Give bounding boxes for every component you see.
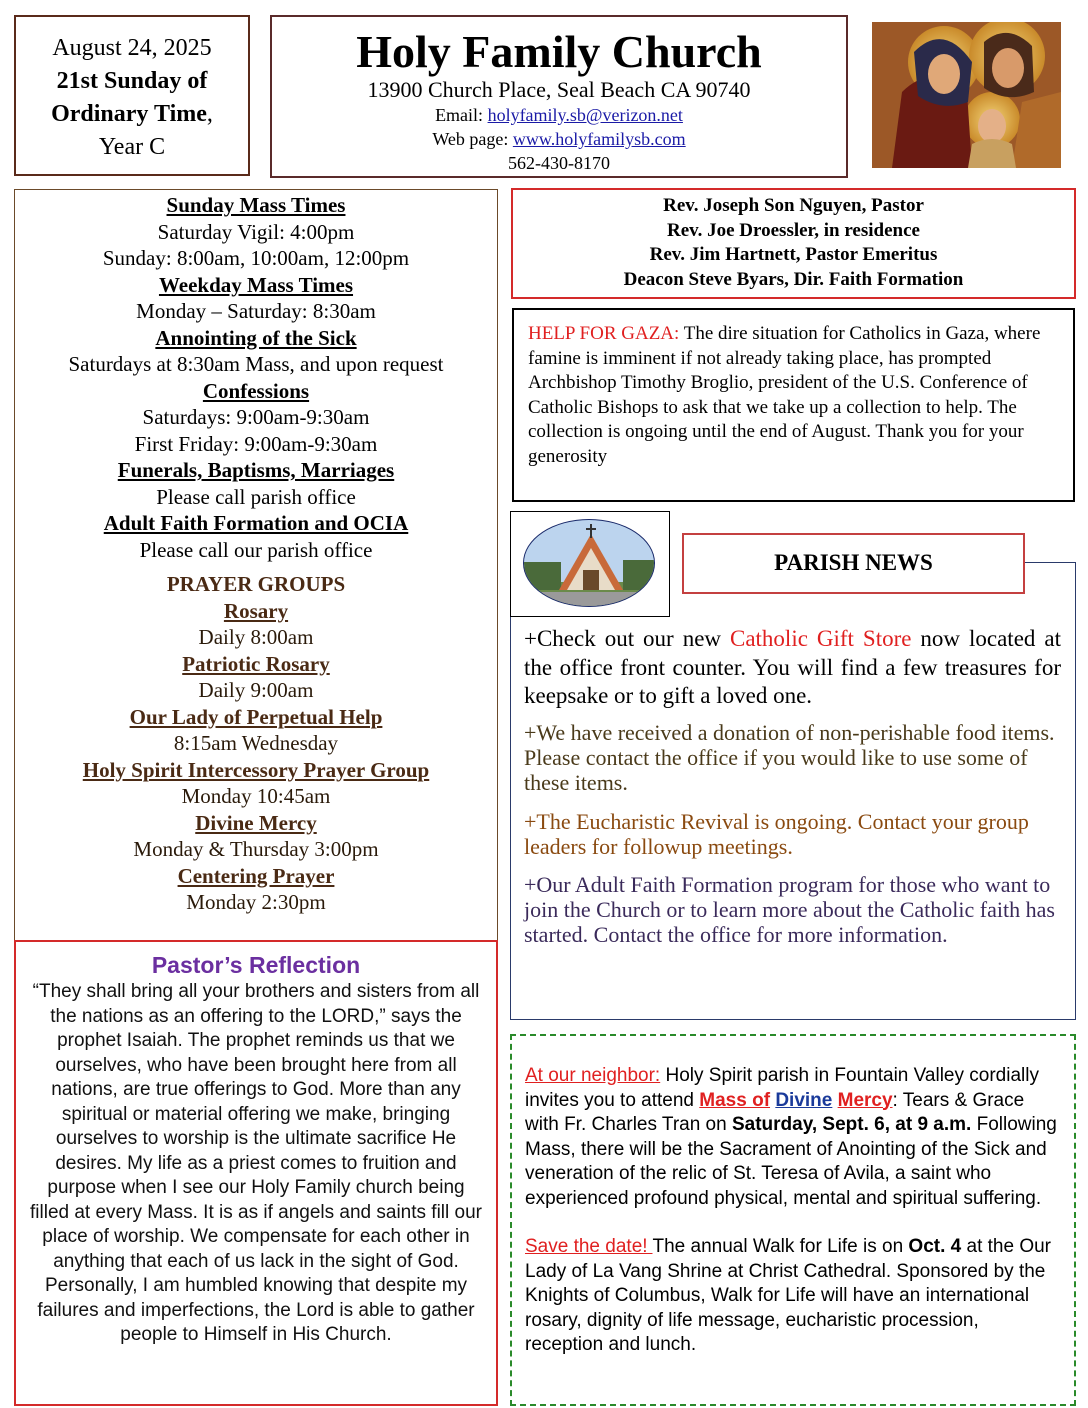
- weekday-mass-heading: Weekday Mass Times: [158, 272, 354, 297]
- mercy-text: Mercy: [837, 1089, 893, 1111]
- colon: :: [892, 1089, 898, 1111]
- confessions-heading: Confessions: [202, 378, 310, 403]
- prayer-group-time: Monday & Thursday 3:00pm: [133, 837, 379, 861]
- prayer-group-name: Centering Prayer: [177, 863, 335, 888]
- funerals-heading: Funerals, Baptisms, Marriages: [117, 458, 395, 482]
- prayer-group-name: Patriotic Rosary: [182, 651, 330, 676]
- news-item-eucharistic-revival: +The Eucharistic Revival is ongoing. Contact your group leaders for followup meetings.: [524, 809, 1029, 859]
- walk-text: at the Our Lady of La Vang Shrine at Christ Cathedral. Sponsored by the Knights of Columbus, Walk for Life will have an international rosary, dignity of life message, eucharistic procession, reception and lunch.: [525, 1236, 1052, 1355]
- email-link[interactable]: holyfamily.sb@verizon.net: [487, 105, 683, 125]
- gaza-label: HELP FOR GAZA:: [528, 323, 680, 344]
- prayer-group-time: Daily 8:00am: [198, 625, 314, 649]
- news-item-adult-faith: +Our Adult Faith Formation program for those who want to join the Church or to learn more about the Catholic faith has started. Contact the office for more information.: [524, 872, 1055, 947]
- holy-family-icon-image: [872, 22, 1061, 168]
- parish-news-title: PARISH NEWS: [682, 533, 1025, 594]
- walk-for-life: [525, 1235, 1062, 1358]
- adult-faith-heading: Adult Faith Formation and OCIA: [103, 511, 409, 535]
- funerals-info: Please call parish office: [156, 484, 356, 509]
- save-the-date-label: Save the date!: [525, 1236, 653, 1257]
- prayer-group-time: Monday 2:30pm: [186, 890, 326, 914]
- clergy-box: [511, 188, 1076, 299]
- sunday-title-line2: Ordinary Time: [51, 101, 207, 127]
- anointing-time: Saturdays at 8:30am Mass, and upon request: [68, 352, 444, 376]
- gaza-text: The dire situation for Catholics in Gaza, where famine is imminent if not already taking place, has prompted Archbishop Timothy Broglio, president of the U.S. Conference of Catholic Bishops to ask that we take up a collection to help. The collection is ongoing until the end of August. Thank you for your generosity: [528, 323, 1041, 467]
- news-item-gift-store: [524, 625, 1061, 711]
- sunday-mass-heading: Sunday Mass Times: [166, 193, 346, 217]
- news-text: now located at the office front counter. You will find a few treasures for keepsake or to gift a loved one.: [524, 626, 1061, 708]
- news-item-food-donation: +We have received a donation of non-perishable food items. Please contact the office if you would like to use some of these items.: [524, 720, 1055, 795]
- mass-of-text: Mass of: [699, 1089, 771, 1111]
- prayer-group-name: Our Lady of Perpetual Help: [129, 704, 383, 729]
- email-line: [272, 103, 846, 127]
- prayer-group-perpetual-help: [15, 704, 497, 757]
- web-line: [272, 127, 846, 151]
- church-building-photo: [511, 512, 668, 615]
- website-link[interactable]: www.holyfamilysb.com: [512, 129, 686, 149]
- prayer-group-time: 8:15am Wednesday: [173, 731, 339, 755]
- prayer-group-rosary: [15, 598, 497, 651]
- prayer-group-name: Divine Mercy: [195, 810, 317, 835]
- gift-store-highlight: Catholic Gift Store: [729, 626, 912, 651]
- phone-number: 562-430-8170: [508, 153, 610, 173]
- confessions-saturday: Saturdays: 9:00am-9:30am: [142, 405, 370, 429]
- neighbor-text: Holy Spirit parish in Fountain Valley cordially invites you to attend: [525, 1065, 1039, 1111]
- sunday-title-line1: 21st Sunday of: [56, 68, 208, 94]
- saturday-vigil-time: Saturday Vigil: 4:00pm: [157, 219, 355, 244]
- email-label: Email:: [435, 105, 488, 125]
- neighbor-events-box: [510, 1034, 1076, 1406]
- reflection-text: “They shall bring all your brothers and sisters from all the nations as an offering to the LORD,” says the prophet Isaiah. The prophet reminds us that we ourselves, who have been brought here from all nations, are true offerings to God. More than any spiritual or material offering we make, bringing ourselves to worship is the ultimate sacrifice He desires. My life as a priest comes to fruition and purpose when I see our Holy Family church being filled at every Mass. It is as if angels and saints fill our place of worship. We compensate for each other in anything that each of us lack in the sight of God. Personally, I am humbled knowing that despite my failures and imperfections, the Lord is able to gather people to Himself in His Church.: [30, 981, 482, 1345]
- pastor-reflection-box: [14, 940, 498, 1406]
- liturgical-year: Year C: [98, 134, 166, 160]
- church-header: [270, 15, 848, 178]
- reflection-title: Pastor’s Reflection: [151, 952, 361, 978]
- sunday-mass-time: Sunday: 8:00am, 10:00am, 12:00pm: [102, 246, 410, 270]
- anointing-heading: Annointing of the Sick: [155, 325, 357, 350]
- clergy-pastor-emeritus: Rev. Jim Hartnett, Pastor Emeritus: [649, 244, 938, 265]
- holy-family-painting: [872, 22, 1061, 168]
- church-photo-box: [510, 511, 670, 617]
- clergy-deacon: Deacon Steve Byars, Dir. Faith Formation: [623, 268, 964, 290]
- church-name: Holy Family Church: [356, 26, 762, 77]
- prayer-group-name: Holy Spirit Intercessory Prayer Group: [82, 757, 430, 782]
- prayer-group-holy-spirit: [15, 757, 497, 810]
- neighbor-label: At our neighbor:: [525, 1065, 661, 1086]
- neighbor-text: Tears & Grace with Fr. Charles Tran on: [525, 1089, 1025, 1135]
- web-label: Web page:: [432, 129, 513, 149]
- prayer-groups-title: PRAYER GROUPS: [166, 572, 346, 596]
- clergy-pastor: Rev. Joseph Son Nguyen, Pastor: [663, 195, 924, 216]
- news-text: +Check out our new: [524, 626, 730, 651]
- date-comma: ,: [206, 101, 213, 127]
- date-box: [14, 15, 250, 176]
- church-address: 13900 Church Place, Seal Beach CA 90740: [367, 77, 751, 102]
- walk-date: Oct. 4: [908, 1236, 962, 1257]
- walk-text: The annual Walk for Life is on: [652, 1236, 909, 1257]
- prayer-group-time: Monday 10:45am: [181, 784, 331, 808]
- clergy-in-residence: Rev. Joe Droessler, in residence: [667, 219, 920, 241]
- prayer-group-patriotic-rosary: [15, 651, 497, 704]
- news-frame-top-border: [1024, 562, 1076, 563]
- prayer-group-divine-mercy: [15, 810, 497, 863]
- prayer-group-name: Rosary: [223, 598, 289, 623]
- neighbor-text: Following Mass, there will be the Sacrament of Anointing of the Sick and veneration of the relic of St. Teresa of Avila, a saint who experienced profound physical, mental and spiritual suffering.: [525, 1114, 1057, 1209]
- bulletin-date: August 24, 2025: [52, 35, 212, 61]
- weekday-mass-time: Monday – Saturday: 8:30am: [136, 299, 376, 323]
- gaza-appeal-box: [512, 308, 1075, 502]
- neighbor-invitation: [525, 1064, 1062, 1211]
- divine-text: Divine: [775, 1089, 833, 1111]
- prayer-group-centering: [15, 863, 497, 916]
- confessions-friday: First Friday: 9:00am-9:30am: [134, 431, 378, 456]
- event-date: Saturday, Sept. 6, at 9 a.m.: [731, 1114, 972, 1135]
- prayer-group-time: Daily 9:00am: [198, 678, 314, 702]
- adult-faith-info: Please call our parish office: [139, 537, 373, 562]
- mass-times-box: [14, 189, 498, 941]
